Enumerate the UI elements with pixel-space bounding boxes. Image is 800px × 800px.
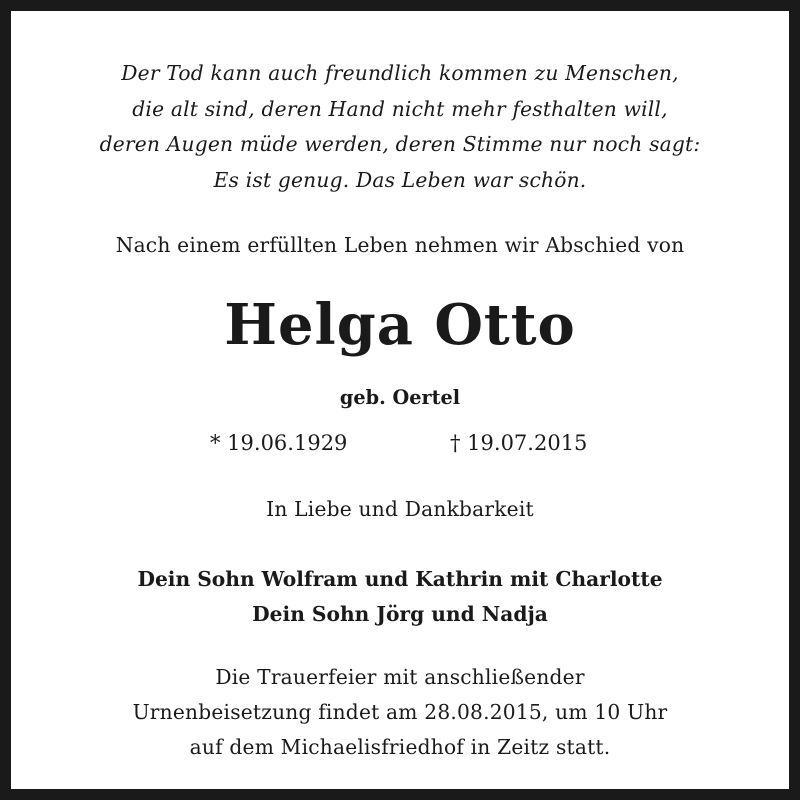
poem-line-1: Der Tod kann auch freundlich kommen zu Menschen,	[121, 61, 679, 85]
intro-text: Nach einem erfüllten Leben nehmen wir Abschied von	[115, 233, 685, 257]
dedication-text: In Liebe und Dankbarkeit	[266, 497, 534, 521]
life-dates	[22, 431, 778, 459]
maiden-name: geb. Oertel	[339, 386, 461, 409]
funeral-line-2: Urnenbeisetzung findet am 28.08.2015, um 10 Uhr	[132, 700, 668, 724]
poem-line-3: deren Augen müde werden, deren Stimme nur noch sagt:	[99, 132, 701, 156]
birth-date: * 19.06.1929	[210, 431, 348, 455]
family-line-2: Dein Sohn Jörg und Nadja	[252, 602, 548, 626]
death-date: † 19.07.2015	[450, 431, 588, 455]
poem-line-2: die alt sind, deren Hand nicht mehr festhalten will,	[132, 97, 668, 121]
funeral-line-1: Die Trauerfeier mit anschließender	[215, 665, 585, 689]
poem-line-4: Es ist genug. Das Leben war schön.	[213, 168, 587, 192]
funeral-line-3: auf dem Michaelisfriedhof in Zeitz statt.	[189, 735, 611, 759]
deceased-name: Helga Otto	[224, 293, 576, 358]
family-line-1: Dein Sohn Wolfram und Kathrin mit Charlotte	[137, 567, 663, 591]
